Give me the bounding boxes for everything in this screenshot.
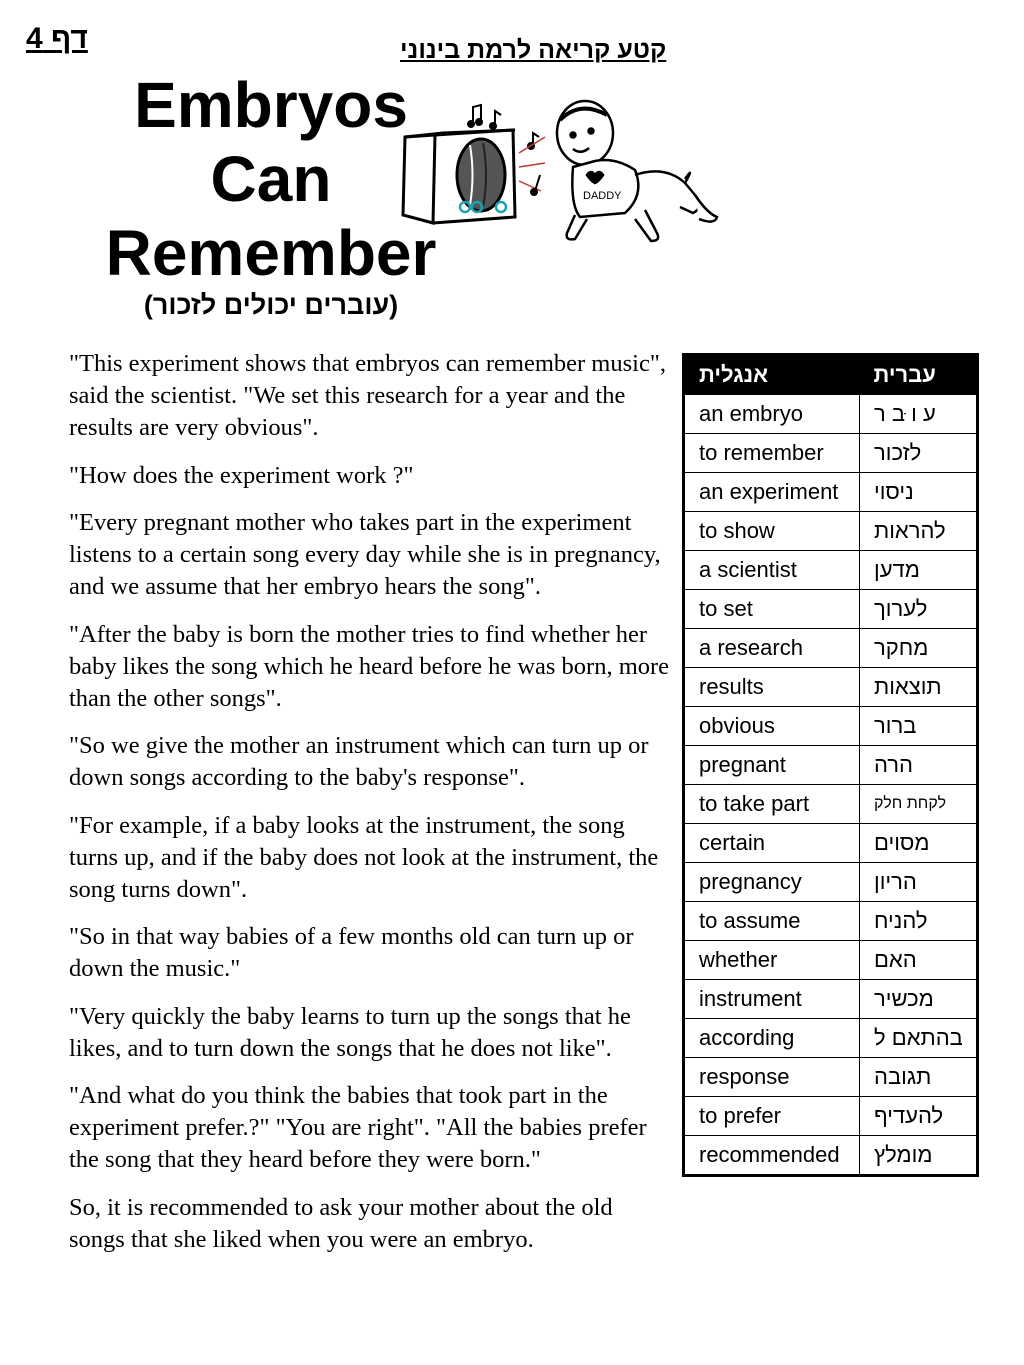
english-word: response bbox=[684, 1058, 860, 1097]
english-word: an experiment bbox=[684, 473, 860, 512]
hebrew-word: האם bbox=[860, 941, 978, 980]
table-row bbox=[684, 746, 978, 785]
table-row bbox=[684, 980, 978, 1019]
table-row bbox=[684, 785, 978, 824]
english-word: to prefer bbox=[684, 1097, 860, 1136]
story-paragraph: "So in that way babies of a few months old can turn up or down the music." bbox=[69, 923, 634, 982]
hebrew-word: להניח bbox=[860, 902, 978, 941]
hebrew-word: להעדיף bbox=[860, 1097, 978, 1136]
baby-icon bbox=[557, 101, 717, 241]
english-word: to assume bbox=[684, 902, 860, 941]
table-row bbox=[684, 512, 978, 551]
hebrew-word: לזכור bbox=[860, 434, 978, 473]
english-word: pregnancy bbox=[684, 863, 860, 902]
story-paragraph: "For example, if a baby looks at the instrument, the song turns up, and if the baby does not look at the instrument, the song turns down". bbox=[69, 811, 659, 903]
hebrew-word: תגובה bbox=[860, 1058, 978, 1097]
title-line-2: Can bbox=[210, 143, 332, 215]
title-line-3: Remember bbox=[105, 217, 437, 289]
hebrew-word: מכשיר bbox=[860, 980, 978, 1019]
hebrew-word: ע ו ּב ר bbox=[860, 395, 978, 434]
english-word: to remember bbox=[684, 434, 860, 473]
table-row bbox=[684, 1058, 978, 1097]
hebrew-word: להראות bbox=[860, 512, 978, 551]
english-word: to take part bbox=[684, 785, 860, 824]
hebrew-word: ניסוי bbox=[860, 473, 978, 512]
reading-level-title: קטע קריאה לרמת בינוני bbox=[400, 36, 667, 64]
hebrew-word: מסוים bbox=[860, 824, 978, 863]
hebrew-word: ברור bbox=[860, 707, 978, 746]
english-word: to show bbox=[684, 512, 860, 551]
table-row bbox=[684, 863, 978, 902]
article-subtitle-hebrew: (עוברים יכולים לזכור) bbox=[143, 290, 399, 320]
table-row bbox=[684, 824, 978, 863]
story-paragraph: "How does the experiment work ?" bbox=[69, 461, 414, 489]
english-word: instrument bbox=[684, 980, 860, 1019]
table-row bbox=[684, 473, 978, 512]
story-paragraph: "After the baby is born the mother tries to find whether her baby likes the song which he heard before he was born, more than the other songs". bbox=[69, 620, 670, 712]
english-word: recommended bbox=[684, 1136, 860, 1176]
english-word: results bbox=[684, 668, 860, 707]
english-word: obvious bbox=[684, 707, 860, 746]
table-row bbox=[684, 629, 978, 668]
table-row bbox=[684, 590, 978, 629]
hebrew-word: מומלץ bbox=[860, 1136, 978, 1176]
speaker-icon bbox=[403, 130, 515, 223]
story-paragraph: "Every pregnant mother who takes part in the experiment listens to a certain song every day while she is in pregnancy, and we assume that her embryo hears the song". bbox=[69, 509, 661, 600]
table-row bbox=[684, 1097, 978, 1136]
story-paragraph: So, it is recommended to ask your mother about the old songs that she liked when you were an embryo. bbox=[69, 1193, 613, 1253]
english-word: a research bbox=[684, 629, 860, 668]
english-word: to set bbox=[684, 590, 860, 629]
page-number-label: דף 4 bbox=[26, 22, 88, 55]
header-english: אנגלית bbox=[684, 355, 860, 395]
hebrew-word: בהתאם ל bbox=[860, 1019, 978, 1058]
hebrew-word: לערוך bbox=[860, 590, 978, 629]
hebrew-word: מחקר bbox=[860, 629, 978, 668]
vocabulary-header-row bbox=[684, 355, 978, 395]
english-word: pregnant bbox=[684, 746, 860, 785]
table-row bbox=[684, 395, 978, 434]
table-row bbox=[684, 1019, 978, 1058]
hebrew-word: מדען bbox=[860, 551, 978, 590]
story-paragraph: "So we give the mother an instrument which can turn up or down songs according to the baby's response". bbox=[69, 732, 649, 791]
vocabulary-table bbox=[682, 353, 979, 1177]
table-row bbox=[684, 1136, 978, 1176]
hebrew-word: לקחת חלק bbox=[860, 785, 978, 824]
table-row bbox=[684, 668, 978, 707]
hebrew-word: הרה bbox=[860, 746, 978, 785]
english-word: whether bbox=[684, 941, 860, 980]
english-word: according bbox=[684, 1019, 860, 1058]
hebrew-word: תוצאות bbox=[860, 668, 978, 707]
header-hebrew: עברית bbox=[860, 355, 978, 395]
table-row bbox=[684, 902, 978, 941]
english-word: an embryo bbox=[684, 395, 860, 434]
baby-crawling-with-speaker-icon bbox=[395, 95, 725, 255]
story-text bbox=[69, 348, 674, 1271]
title-line-1: Embryos bbox=[134, 69, 408, 141]
svg-text:DADDY: DADDY bbox=[583, 190, 622, 202]
story-paragraph: "This experiment shows that embryos can remember music", said the scientist. "We set this research for a year and the results are very obvious". bbox=[69, 350, 666, 441]
table-row bbox=[684, 707, 978, 746]
table-row bbox=[684, 551, 978, 590]
english-word: certain bbox=[684, 824, 860, 863]
story-paragraph: "And what do you think the babies that took part in the experiment prefer.?" "You are right". "All the babies prefer the song that they heard before they were born." bbox=[69, 1082, 647, 1173]
english-word: a scientist bbox=[684, 551, 860, 590]
table-row bbox=[684, 434, 978, 473]
table-row bbox=[684, 941, 978, 980]
story-paragraph: "Very quickly the baby learns to turn up the songs that he likes, and to turn down the songs that he does not like". bbox=[69, 1002, 631, 1062]
hebrew-word: הריון bbox=[860, 863, 978, 902]
